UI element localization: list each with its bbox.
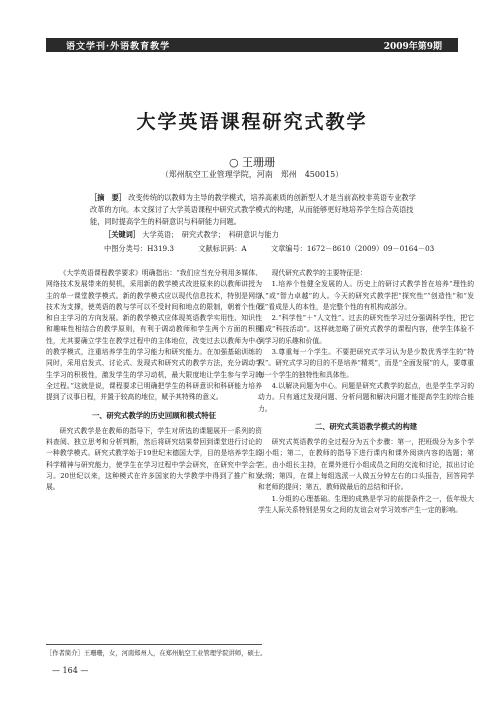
running-header: [46, 38, 458, 52]
footnote-divider: [46, 644, 262, 645]
left-column: [46, 268, 262, 494]
classification-line: [104, 244, 456, 254]
paragraph: 1.分组的心理基础。生理的成熟是学习的前提条件之一，低年级大学生人际关系特别是男女之间的友谊会对学习效率产生一定的影响。: [258, 494, 474, 514]
issue-label: 2009年第9期: [383, 42, 442, 52]
paragraph: 研究式英语教学的全过程分为五个步骤：第一，把班级分为多个学习小组；第二，在教师的指导下进行课内和课外阅读内容的选题；第三，由小组长主持，在课外进行小组成员之间的交流和讨论，拟出讨论大纲；第四，在课上每组选派一人做五分钟左右的口头报告，回答同学和老师的提问；第五，教师做最后的总结和评价。: [258, 438, 474, 492]
section-heading: 一、研究式教学的历史回顾和模式特征: [91, 410, 217, 420]
right-column: [258, 268, 474, 516]
paragraph: 1.培养个性健全发展的人。历史上的研讨式教学旨在培养“理性的人”或“智力卓越”的人。今天的研究式教学把“探究性”“创造性”和“发现”看成是人的本性，是完整个性的有机构成部分。: [258, 280, 474, 311]
section-heading: 二、研究式英语教学模式的构建: [314, 421, 418, 431]
paragraph: 2.“科学性”＋“人文性”。过去的研究性学习过分强调科学性，把它看成“科技活动”。这样就忽略了研究式教学的课程内容，使学生体验不到学习的乐趣和价值。: [258, 314, 474, 345]
paragraph: 3.尊重每一个学生。不要把研究式学习认为是少数优秀学生的“特权”。研究式学习的目的不是培养“精英”，而是“全面发展”的人，要尊重每一个学生的独特性和具体性。: [258, 348, 474, 379]
article-title: 大学英语课程研究式教学: [136, 111, 368, 133]
author-footnote: ［作者简介］王珊珊，女，河南郑州人，在郑州航空工业管理学院讲师，硕士。: [46, 650, 267, 657]
abstract-text: 改变传统的以教师为主导的教学模式，培养高素质的创新型人才是当前高校非英语专业教学改革的方向。本文探讨了大学英语课程中研究式教学模式的构建，从而能够更好地培养学生综合英语技能，同时提高学生的科研意识与科研能力问题。: [90, 193, 416, 226]
abstract-block: [90, 192, 422, 228]
paragraph: 现代研究式教学的主要特征是：: [271, 269, 367, 277]
paragraph: 《大学英语课程教学要求》明确指出：“我们应当充分利用多媒体、网络技术发展带来的契机，采用新的教学模式改进原来的以教师讲授为主的单一课堂教学模式。新的教学模式应以现代信息技术，特别是网络技术为支撑，使英语的教与学可以不受时间和地点的限制，朝着个性化和自主学习的方向发展。新的教学模式应体现英语教学实用性、知识性和趣味性相结合的教学原则，有利于调动教师和学生两个方面的积极性，尤其要确立学生在教学过程中的主体地位，改变过去以教师为中心的教学模式，注重培养学生的学习能力和研究能力。在加强基础训练的同时，采用启发式、讨论式、发现式和研究式的教学方法，充分调动学生学习的积极性，激发学生的学习动机，最大限度地让学生参与学习的全过程。”这就是说，课程要求已明确把学生的科研意识和科研能力培养提到了议事日程，并置于较高的地位，赋予其特殊的意义。: [46, 269, 262, 402]
keywords-line: [104, 230, 279, 240]
article-number: 文章编号：1672－8610（2009）09－0164－03: [270, 244, 435, 253]
page-number: — 164 —: [52, 666, 89, 675]
paragraph: 4.以解决问题为中心。问题是研究式教学的起点，也是学生学习的动力。只有通过发现问题、分析问题和解决问题才能提高学生的综合能力。: [258, 381, 474, 413]
clc-number: 中图分类号：H319.3: [104, 244, 174, 253]
keywords-label: ［关键词］: [104, 230, 140, 239]
document-code: 文献标识码：A: [198, 244, 247, 253]
abstract-label: ［摘 要］: [90, 193, 126, 202]
paragraph: 研究式教学是在教师的指导下，学生对所选的课题展开一系列的资料查阅、独立思考和分析判断，然后将研究结果带回到课堂进行讨论的一种教学模式。研究式教学始于19世纪末德国大学，目的是培养学生的科学精神与研究能力，使学生在学习过程中学会研究，在研究中学会学习。20世纪以来，这种模式在许多国家的大学教学中得到了推广和发展。: [46, 426, 262, 492]
journal-name: 语文学刊·外语教育教学: [66, 42, 171, 52]
author-name: ○ 王珊珊: [228, 156, 276, 169]
author-affiliation: （郑州航空工业管理学院，河南 郑州 450015）: [160, 170, 344, 179]
keywords-text: 大学英语； 研究式教学； 科研意识与能力: [142, 230, 279, 239]
